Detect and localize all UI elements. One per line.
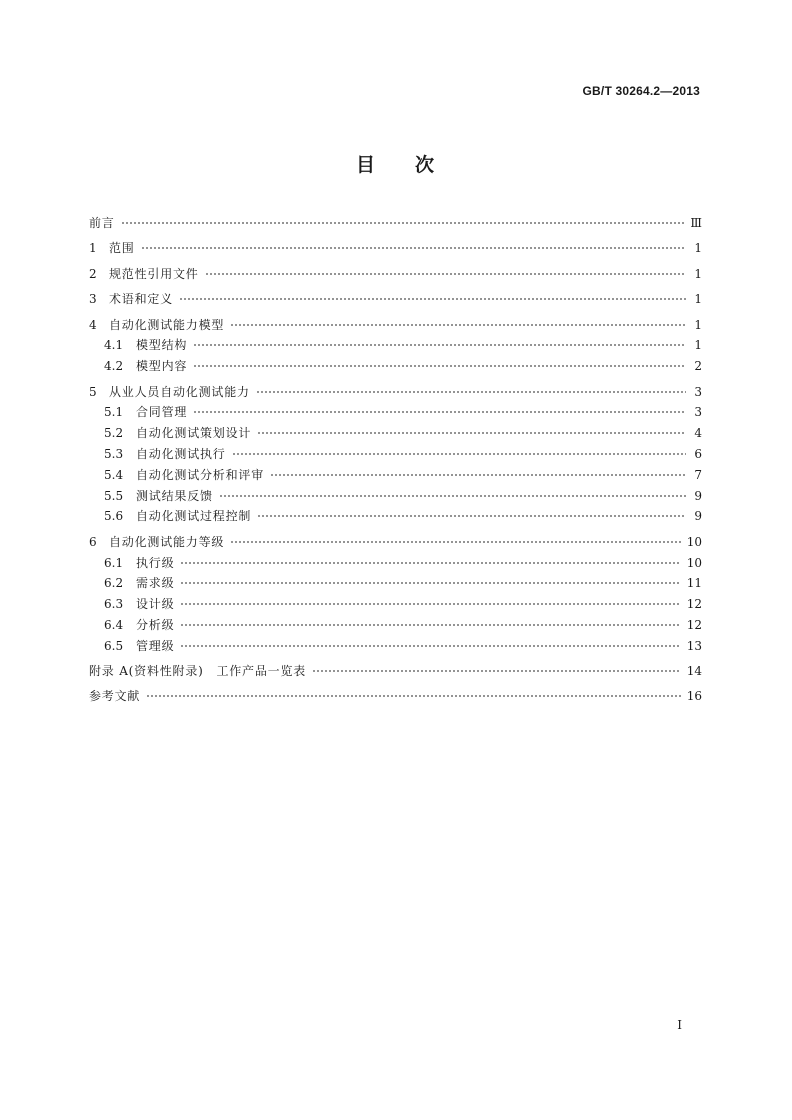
- toc-entry-number: 4.1: [104, 338, 124, 353]
- toc-entry-label: 自动化测试执行: [136, 446, 226, 461]
- standard-number: GB/T 30264.2—2013: [582, 84, 700, 98]
- dot-leader: [219, 495, 686, 497]
- dot-leader: [232, 453, 686, 455]
- dot-leader: [205, 273, 686, 275]
- toc-entry-label: 自动化测试分析和评审: [136, 467, 265, 482]
- page-title: [0, 150, 792, 177]
- toc-entry-number: 5.4: [104, 467, 124, 482]
- toc-entry[interactable]: [89, 423, 702, 444]
- toc-entry-page: 9: [694, 488, 702, 503]
- toc-entry-label: 自动化测试能力模型: [109, 317, 225, 332]
- toc-entry[interactable]: [89, 686, 702, 707]
- toc-entry-page: 4: [694, 426, 702, 441]
- toc-entry-page: 6: [694, 446, 702, 461]
- toc-entry-label: 范围: [109, 241, 135, 256]
- toc-entry-label: 分析级: [136, 617, 175, 632]
- toc-entry[interactable]: [89, 356, 702, 377]
- toc-entry-number: 6: [89, 534, 97, 549]
- toc-entry-page: 11: [686, 576, 702, 591]
- dot-leader: [193, 365, 686, 367]
- title-char-1: 目: [355, 154, 377, 176]
- toc-entry-label: 规范性引用文件: [109, 266, 199, 281]
- toc-entry[interactable]: [89, 315, 702, 336]
- toc-entry-label: 前言: [89, 216, 115, 230]
- toc-entry[interactable]: [89, 465, 702, 486]
- toc-entry-page: 9: [694, 509, 702, 524]
- dot-leader: [257, 432, 686, 434]
- toc-entry[interactable]: [89, 382, 702, 403]
- dot-leader: [180, 582, 680, 584]
- toc-entry-number: 5: [89, 384, 97, 399]
- toc-entry-number: 1: [89, 241, 97, 256]
- toc-entry[interactable]: [89, 636, 702, 657]
- toc-entry-number: 6.3: [104, 597, 124, 612]
- toc-entry-page: 10: [686, 534, 702, 549]
- toc-entry[interactable]: [89, 553, 702, 574]
- toc-entry[interactable]: [89, 264, 702, 285]
- toc-entry-number: 6.1: [104, 555, 124, 570]
- toc-entry-label: 合同管理: [136, 405, 188, 420]
- dot-leader: [256, 391, 686, 393]
- dot-leader: [180, 562, 680, 564]
- dot-leader: [146, 695, 681, 697]
- dot-leader: [312, 670, 681, 672]
- toc-entry-page: 1: [694, 266, 702, 281]
- dot-leader: [193, 411, 686, 413]
- toc-entry-page: Ⅲ: [690, 216, 702, 230]
- toc-entry-label: 从业人员自动化测试能力: [109, 384, 250, 399]
- toc-entry-number: 3: [89, 292, 97, 307]
- toc-entry-page: 1: [694, 317, 702, 332]
- toc-entry-label: 测试结果反馈: [136, 488, 213, 503]
- toc-entry[interactable]: [89, 238, 702, 259]
- toc-entry-page: 16: [686, 689, 702, 704]
- toc-entry-page: 14: [686, 664, 702, 679]
- dot-leader: [141, 247, 686, 249]
- dot-leader: [179, 298, 686, 300]
- toc-entry-label: 参考文献: [89, 689, 141, 704]
- toc-entry-page: 3: [694, 405, 702, 420]
- toc-entry-page: 7: [694, 467, 702, 482]
- toc-entry-page: 1: [694, 241, 702, 256]
- toc-entry-number: 4.2: [104, 359, 124, 374]
- dot-leader: [180, 624, 680, 626]
- toc-entry-label: 术语和定义: [109, 292, 174, 307]
- toc-entry-label: 管理级: [136, 638, 175, 653]
- toc-entry-number: 6.5: [104, 638, 124, 653]
- dot-leader: [180, 645, 680, 647]
- dot-leader: [257, 515, 686, 517]
- toc-entry-page: 3: [694, 384, 702, 399]
- dot-leader: [230, 324, 686, 326]
- toc-entry-number: 5.6: [104, 509, 124, 524]
- toc-entry[interactable]: [89, 486, 702, 507]
- toc-entry-page: 1: [694, 338, 702, 353]
- toc-entry-page: 12: [686, 617, 702, 632]
- toc-entry-page: 12: [686, 597, 702, 612]
- toc-entry-number: 6.2: [104, 576, 124, 591]
- toc-entry-label: 模型结构: [136, 338, 188, 353]
- toc-entry-label: 设计级: [136, 597, 175, 612]
- toc-entry[interactable]: [89, 444, 702, 465]
- toc-entry-number: 5.5: [104, 488, 124, 503]
- toc-entry[interactable]: [89, 573, 702, 594]
- title-char-2: 次: [415, 154, 437, 176]
- toc-entry-number: 5.3: [104, 446, 124, 461]
- toc-entry-number: 5.2: [104, 426, 124, 441]
- toc-entry-number: 5.1: [104, 405, 124, 420]
- toc-entry-page: 13: [686, 638, 702, 653]
- toc-entry[interactable]: [89, 594, 702, 615]
- toc-entry-label: 自动化测试策划设计: [136, 426, 252, 441]
- toc-entry-label: 自动化测试过程控制: [136, 509, 252, 524]
- toc-entry-page: 10: [686, 555, 702, 570]
- toc-entry-label: 执行级: [136, 555, 175, 570]
- toc-entry-label: 附录 A(资料性附录) 工作产品一览表: [89, 664, 307, 679]
- toc-entry[interactable]: [89, 335, 702, 356]
- toc-entry-number: 2: [89, 266, 97, 281]
- dot-leader: [180, 603, 680, 605]
- toc-entry-number: 6.4: [104, 617, 124, 632]
- toc-entry-page: 1: [694, 292, 702, 307]
- toc-entry-label: 自动化测试能力等级: [109, 534, 225, 549]
- page-number: Ⅰ: [677, 1018, 682, 1032]
- toc-entry-page: 2: [694, 359, 702, 374]
- toc-entry[interactable]: [89, 661, 702, 682]
- toc-entry-label: 需求级: [136, 576, 175, 591]
- table-of-contents: [89, 213, 702, 707]
- dot-leader: [193, 344, 686, 346]
- toc-entry[interactable]: [89, 506, 702, 527]
- toc-entry[interactable]: [89, 615, 702, 636]
- toc-entry-number: 4: [89, 317, 97, 332]
- toc-entry[interactable]: [89, 289, 702, 310]
- toc-entry[interactable]: [89, 532, 702, 553]
- toc-entry-label: 模型内容: [136, 359, 188, 374]
- dot-leader: [121, 222, 685, 224]
- dot-leader: [230, 541, 681, 543]
- dot-leader: [270, 474, 686, 476]
- toc-entry[interactable]: [89, 402, 702, 423]
- toc-entry[interactable]: [89, 213, 702, 234]
